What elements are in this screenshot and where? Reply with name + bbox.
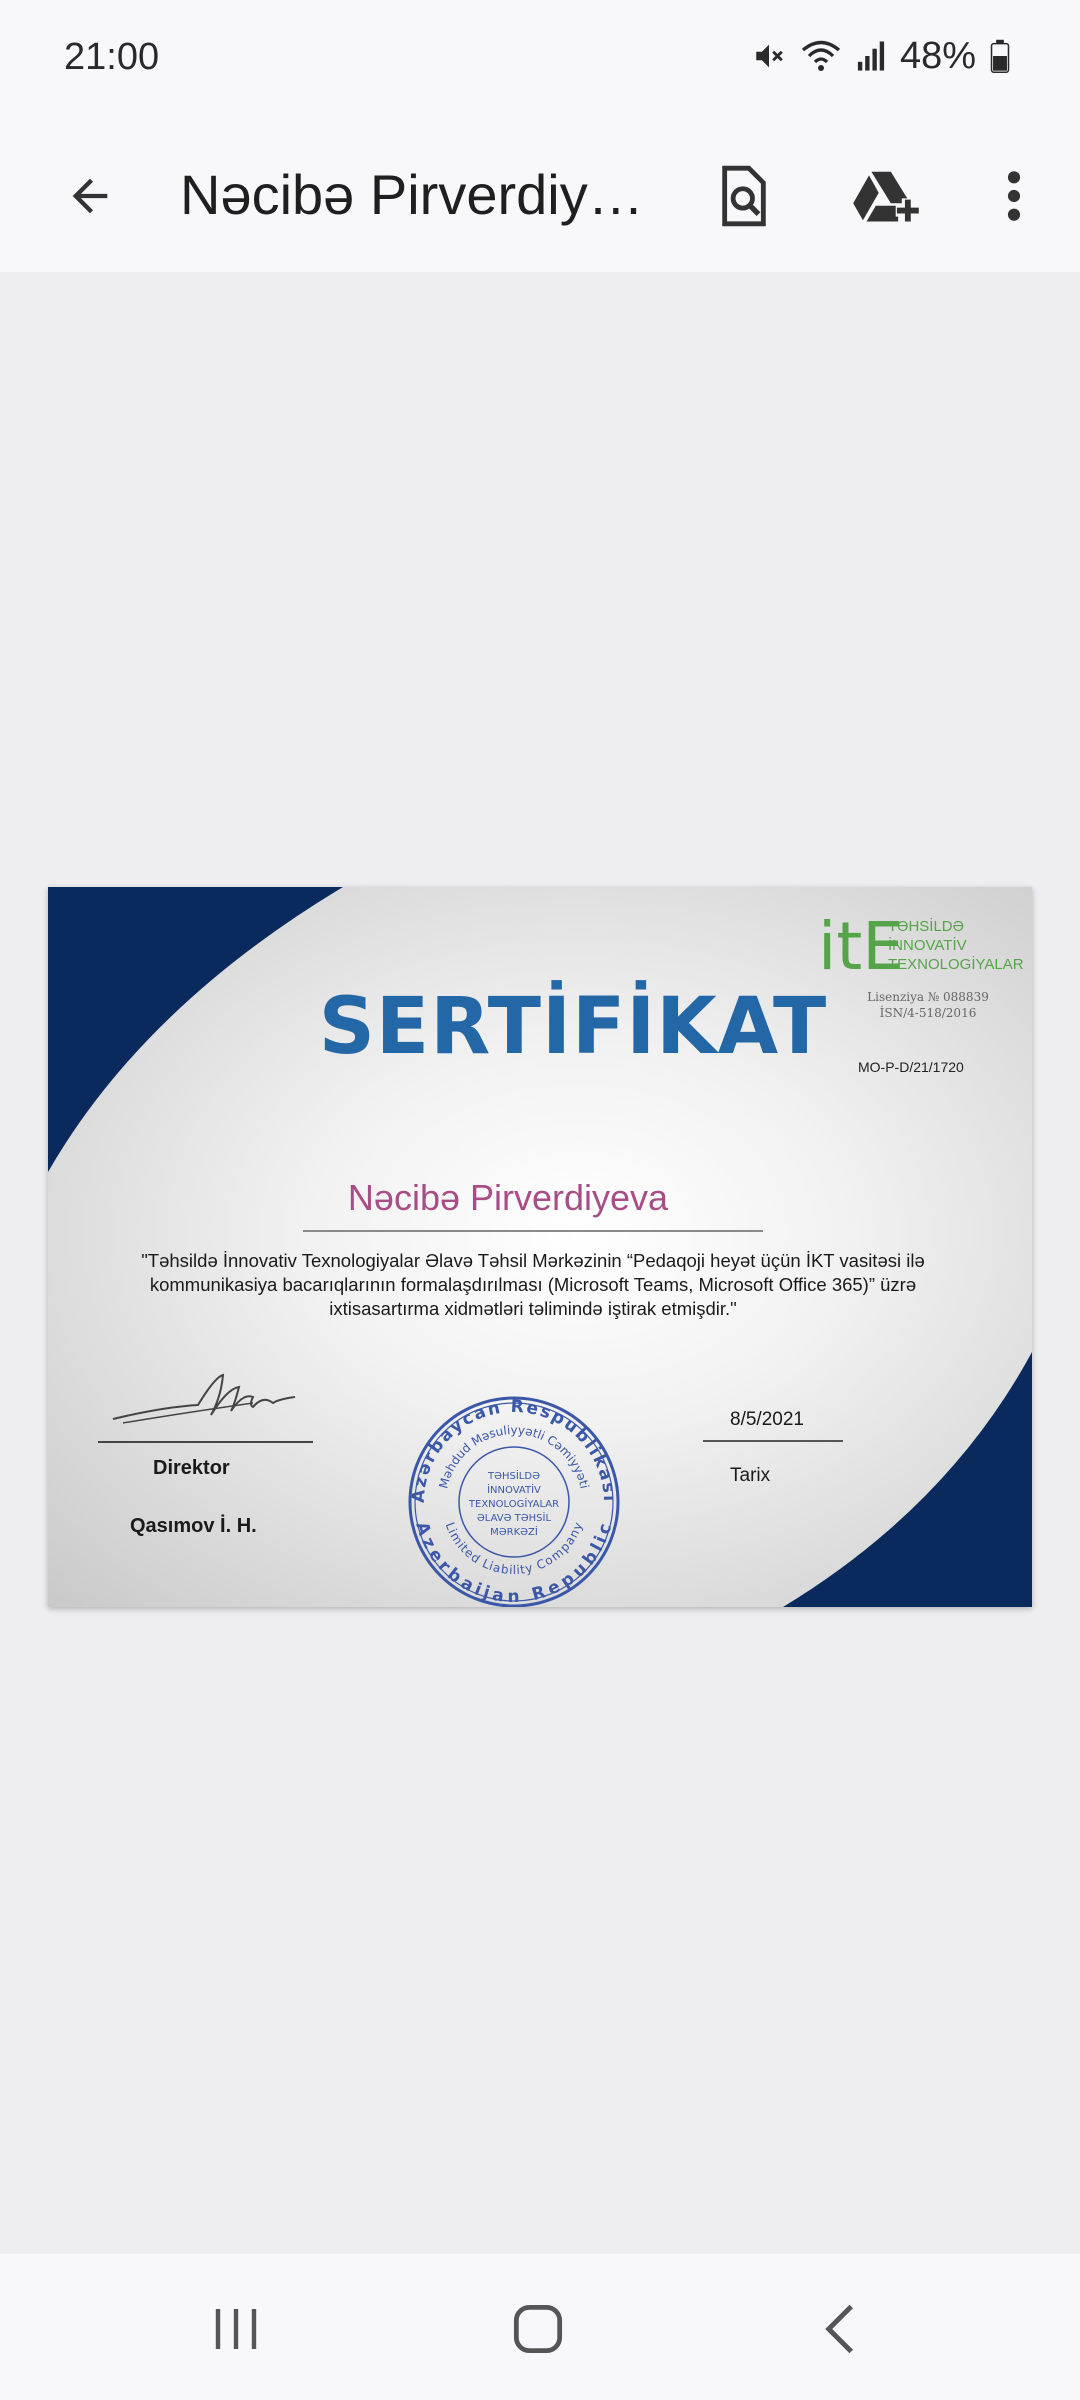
director-name: Qasımov İ. H. [130,1515,257,1537]
signature-line [98,1441,313,1443]
date-line [703,1440,843,1442]
director-signature [103,1357,303,1437]
svg-text:Azərbaycan Respublikası: Azərbaycan Respublikası [408,1396,620,1504]
home-button[interactable] [498,2294,578,2364]
more-options-button[interactable] [974,156,1054,236]
recipient-name: Nəcibə Pirverdiyeva [347,1177,669,1218]
svg-text:Məhdud Məsuliyyətli Cəmiyyəti: Məhdud Məsuliyyətli Cəmiyyəti [436,1422,592,1491]
certificate-title: SERTİFİKAT [318,982,828,1072]
recent-apps-button[interactable] [196,2294,276,2364]
back-button[interactable] [50,156,130,236]
find-in-page-icon [715,164,773,228]
document-title: Nəcibə Pirverdiy… [180,163,644,226]
document-code: MO-P-D/21/1720 [858,1059,964,1075]
svg-text:TEXNOLOGİYALAR: TEXNOLOGİYALAR [468,1499,560,1510]
svg-text:MƏRKƏZİ: MƏRKƏZİ [490,1527,538,1538]
system-back-button[interactable] [800,2294,880,2364]
add-to-drive-icon [852,166,920,226]
back-arrow-icon [64,170,116,222]
svg-text:ƏLAVƏ TƏHSİL: ƏLAVƏ TƏHSİL [476,1513,552,1524]
company-seal-stamp [406,1394,622,1607]
name-underline [303,1230,763,1232]
find-in-page-button[interactable] [704,156,784,236]
status-icons [752,34,1010,78]
status-time: 21:00 [64,36,160,78]
svg-text:TƏHSİLDƏ: TƏHSİLDƏ [488,1471,540,1482]
navigation-bar [0,2254,1080,2400]
director-label: Direktor [153,1457,230,1479]
date-label: Tarix [730,1465,771,1486]
svg-text:Azerbaijan Republic: Azerbaijan Republic [411,1519,617,1608]
signal-icon [856,40,886,72]
more-vert-icon [1004,168,1024,224]
license-number: Lisenziya № 088839 İSN/4-518/2016 [867,990,989,1020]
svg-text:itE: itE [818,908,904,979]
wifi-icon [800,39,842,73]
add-to-drive-button[interactable] [846,156,926,236]
battery-percent: 48% [899,34,976,77]
certificate-page [48,887,1032,1607]
status-bar [0,0,1080,120]
svg-text:İNNOVATİV: İNNOVATİV [487,1485,541,1496]
app-bar [0,120,1080,272]
battery-icon [990,39,1010,73]
certificate-date: 8/5/2021 [730,1409,804,1430]
home-icon [512,2303,564,2355]
mute-icon [752,39,786,73]
svg-text:Limited Liability Company: Limited Liability Company [442,1520,586,1578]
back-icon [820,2302,860,2356]
logo-text: TƏHSİLDƏ İNNOVATİV TEXNOLOGİYALAR [888,918,1024,973]
recent-apps-icon [210,2304,262,2354]
certificate-body-text: "Təhsildə İnnovativ Texnologiyalar Əlavə Təhsil Mərkəzinin “Pedaqoji heyət üçün İKT vasitəsi ilə kommunikasiya bacarıqlarının formalaşdırılması (Microsoft Teams, Microsoft Office 365)” üzrə ixtisasartırma xidmətləri təlimində iştirak etmişdir." [141,1250,925,1319]
